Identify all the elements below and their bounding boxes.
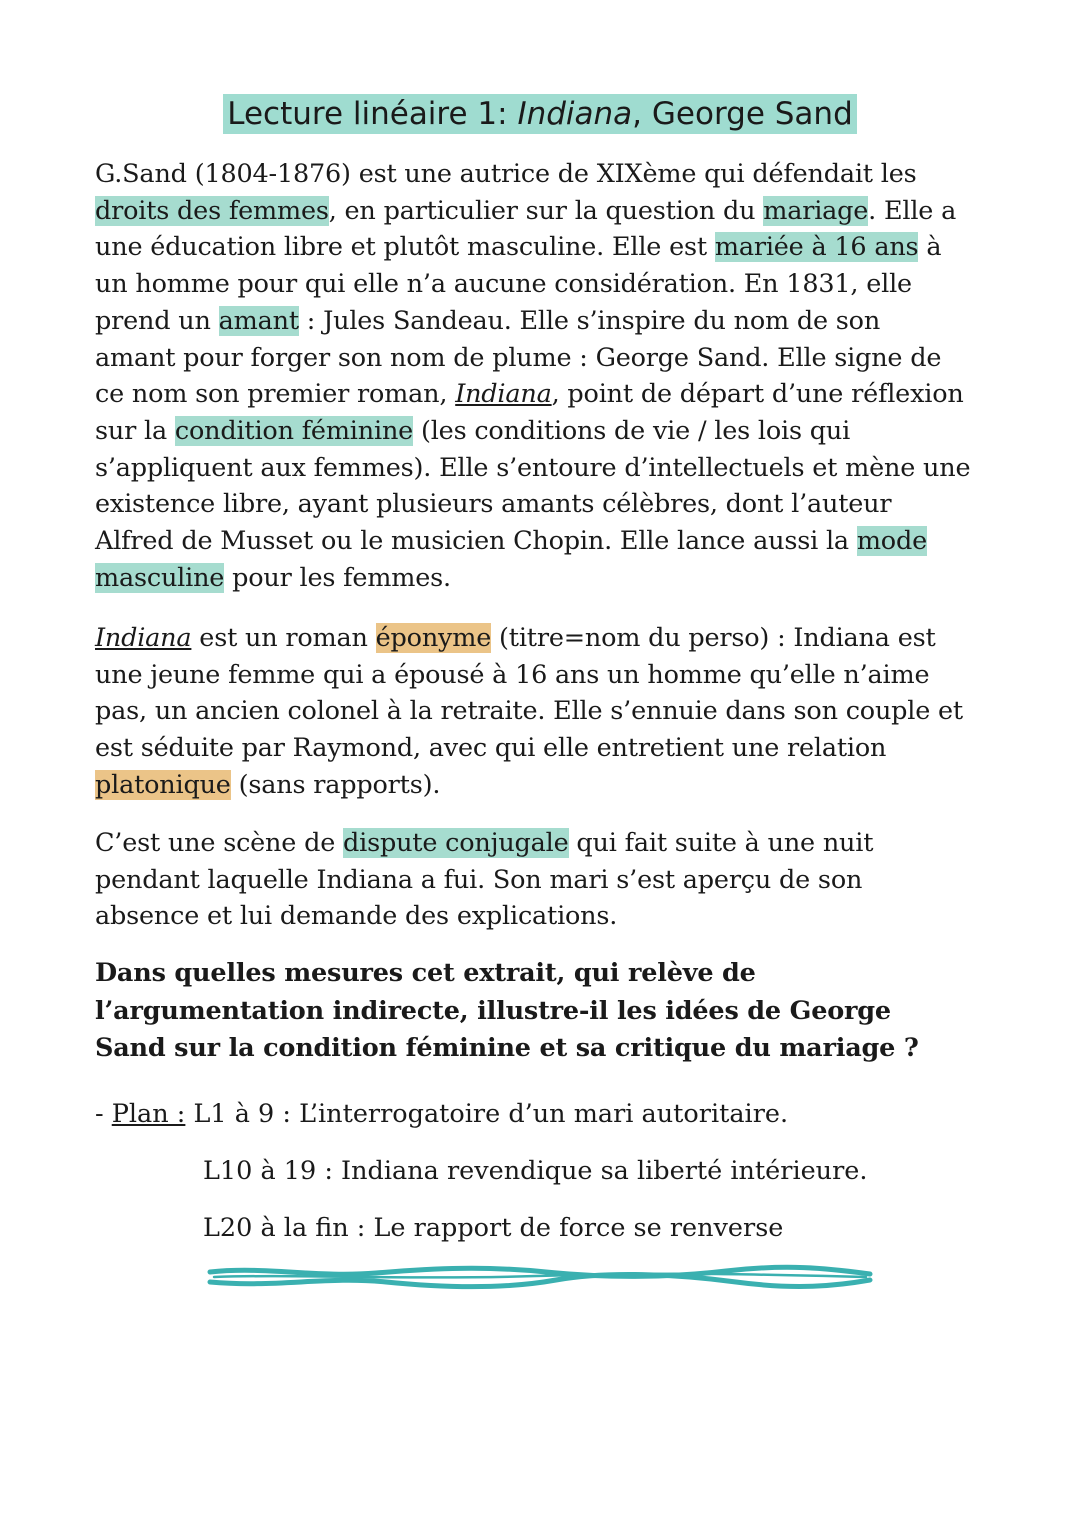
highlight-orange: platonique: [95, 769, 231, 800]
highlight-green: mariée à 16 ans: [714, 232, 919, 263]
text-line: s’appliquent aux femmes). Elle s’entoure d’intellectuels et mène une: [95, 452, 971, 483]
text-line: amant pour forger son nom de plume : George Sand. Elle signe de: [95, 342, 942, 373]
text-line: Alfred de Musset ou le musicien Chopin. Elle lance aussi la mode: [95, 526, 927, 557]
text-line: ce nom son premier roman, Indiana, point de départ d’une réflexion: [95, 379, 964, 410]
text-line: existence libre, ayant plusieurs amants célèbres, dont l’auteur: [95, 489, 892, 520]
plan-row: L10 à 19 : Indiana revendique sa liberté intérieure.: [203, 1156, 868, 1186]
text-line: Dans quelles mesures cet extrait, qui relève de: [95, 958, 756, 988]
plan-label: Plan :: [111, 1099, 186, 1129]
text-line: une éducation libre et plutôt masculine. Elle est mariée à 16 ans à: [95, 232, 942, 263]
highlight-orange: éponyme: [375, 623, 492, 653]
wavy-separator: [206, 1262, 876, 1302]
text-line: pendant laquelle Indiana a fui. Son mari s’est aperçu de son: [95, 864, 863, 895]
page-title: [0, 92, 1080, 136]
highlight-green: mode: [856, 526, 927, 557]
text-line: pas, un ancien colonel à la retraite. Elle s’ennuie dans son couple et: [95, 696, 963, 727]
novel-paragraph: [95, 620, 995, 804]
intro-paragraph: [95, 156, 995, 596]
highlight-green: mariage: [763, 195, 869, 226]
text-line: prend un amant : Jules Sandeau. Elle s’inspire du nom de son: [95, 305, 881, 336]
text-line: G.Sand (1804-1876) est une autrice de XIXème qui défendait les: [95, 159, 917, 189]
text-line: droits des femmes, en particulier sur la question du mariage. Elle a: [95, 195, 957, 226]
highlight-green: droits des femmes: [95, 195, 329, 226]
text-line: absence et lui demande des explications.: [95, 901, 618, 932]
text-line: Sand sur la condition féminine et sa critique du mariage ?: [95, 1033, 919, 1063]
plan-section: [95, 1086, 868, 1257]
highlight-green: condition féminine: [174, 415, 414, 446]
text-line: est séduite par Raymond, avec qui elle entretient une relation: [95, 733, 887, 764]
highlight-green: amant: [218, 305, 299, 336]
text-line: Indiana est un roman éponyme (titre=nom du perso) : Indiana est: [95, 623, 936, 653]
scene-paragraph: [95, 825, 995, 935]
text-line: masculine pour les femmes.: [95, 562, 451, 593]
text-line: une jeune femme qui a épousé à 16 ans un homme qu’elle n’aime: [95, 659, 930, 690]
text-line: l’argumentation indirecte, illustre-il les idées de George: [95, 995, 891, 1026]
highlight-green: masculine: [95, 562, 225, 593]
text-line: sur la condition féminine (les conditions de vie / les lois qui: [95, 415, 851, 446]
title-highlight: Lecture linéaire 1: Indiana, George Sand: [223, 94, 857, 134]
plan-row: - Plan : L1 à 9 : L’interrogatoire d’un mari autoritaire.: [95, 1099, 789, 1129]
plan-row: L20 à la fin : Le rapport de force se renverse: [203, 1213, 784, 1243]
highlight-green: dispute conjugale: [343, 828, 569, 858]
problematic-question: [95, 955, 995, 1068]
book-title: Indiana: [455, 379, 552, 410]
text-line: platonique (sans rapports).: [95, 769, 441, 800]
book-title: Indiana: [95, 623, 192, 653]
text-line: un homme pour qui elle n’a aucune considération. En 1831, elle: [95, 269, 912, 300]
text-line: C’est une scène de dispute conjugale qui fait suite à une nuit: [95, 828, 874, 858]
